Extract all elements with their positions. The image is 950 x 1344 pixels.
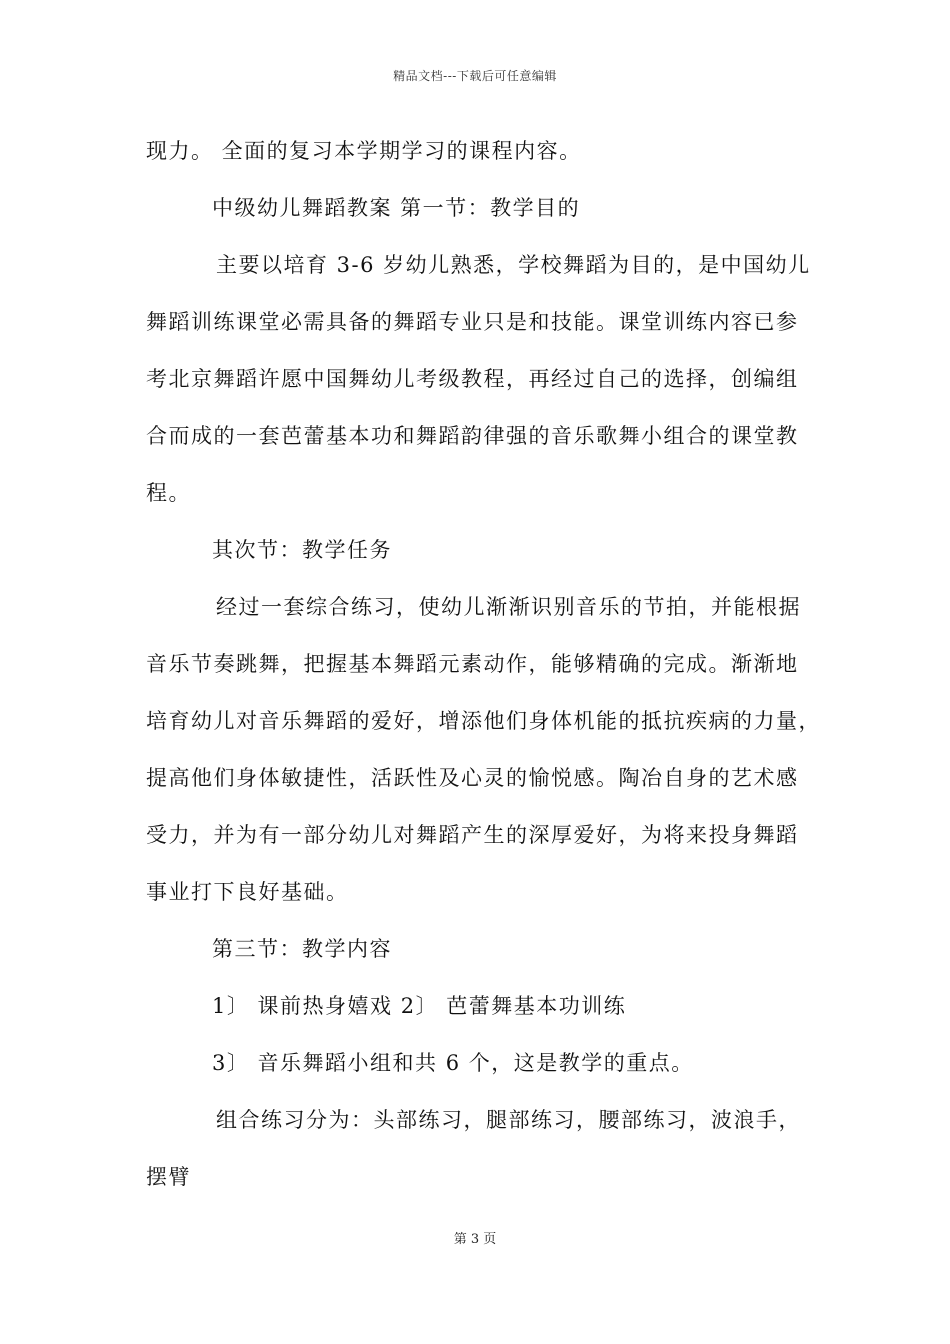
paragraph-line: 主要以培育 3-6 岁幼儿熟悉，学校舞蹈为目的，是中国幼儿 [216,253,811,277]
paragraph-line: 考北京舞蹈许愿中国舞幼儿考级教程，再经过自己的选择，创编组 [146,367,799,391]
paragraph-line: 组合练习分为：头部练习，腿部练习，腰部练习，波浪手， [216,1108,801,1132]
paragraph-line: 经过一套综合练习，使幼儿渐渐识别音乐的节拍，并能根据 [216,595,801,619]
paragraph-line: 摆臂 [146,1165,191,1189]
page-header: 精品文档---下载后可任意编辑 [393,69,557,83]
paragraph-line: 合而成的一套芭蕾基本功和舞蹈韵律强的音乐歌舞小组合的课堂教 [146,424,799,448]
paragraph-line: 培育幼儿对音乐舞蹈的爱好，增添他们身体机能的抵抗疾病的力量， [146,709,821,733]
page-number: 第 3 页 [453,1232,497,1247]
paragraph-line: 提高他们身体敏捷性，活跃性及心灵的愉悦感。陶冶自身的艺术感 [146,766,799,790]
paragraph-line: 受力，并为有一部分幼儿对舞蹈产生的深厚爱好，为将来投身舞蹈 [146,823,799,847]
paragraph-line: 现力。 全面的复习本学期学习的课程内容。 [146,139,582,163]
list-item: 1〕 课前热身嬉戏 2〕 芭蕾舞基本功训练 [212,994,627,1018]
paragraph-line: 事业打下良好基础。 [146,880,349,904]
paragraph-line: 程。 [146,481,191,505]
list-item: 3〕 音乐舞蹈小组和共 6 个，这是教学的重点。 [212,1051,694,1075]
section-heading: 第三节：教学内容 [212,937,392,961]
paragraph-line: 音乐节奏跳舞，把握基本舞蹈元素动作，能够精确的完成。渐渐地 [146,652,799,676]
paragraph-line: 舞蹈训练课堂必需具备的舞蹈专业只是和技能。课堂训练内容已参 [146,310,799,334]
section-heading: 其次节：教学任务 [212,538,392,562]
section-heading: 中级幼儿舞蹈教案 第一节：教学目的 [212,196,581,220]
